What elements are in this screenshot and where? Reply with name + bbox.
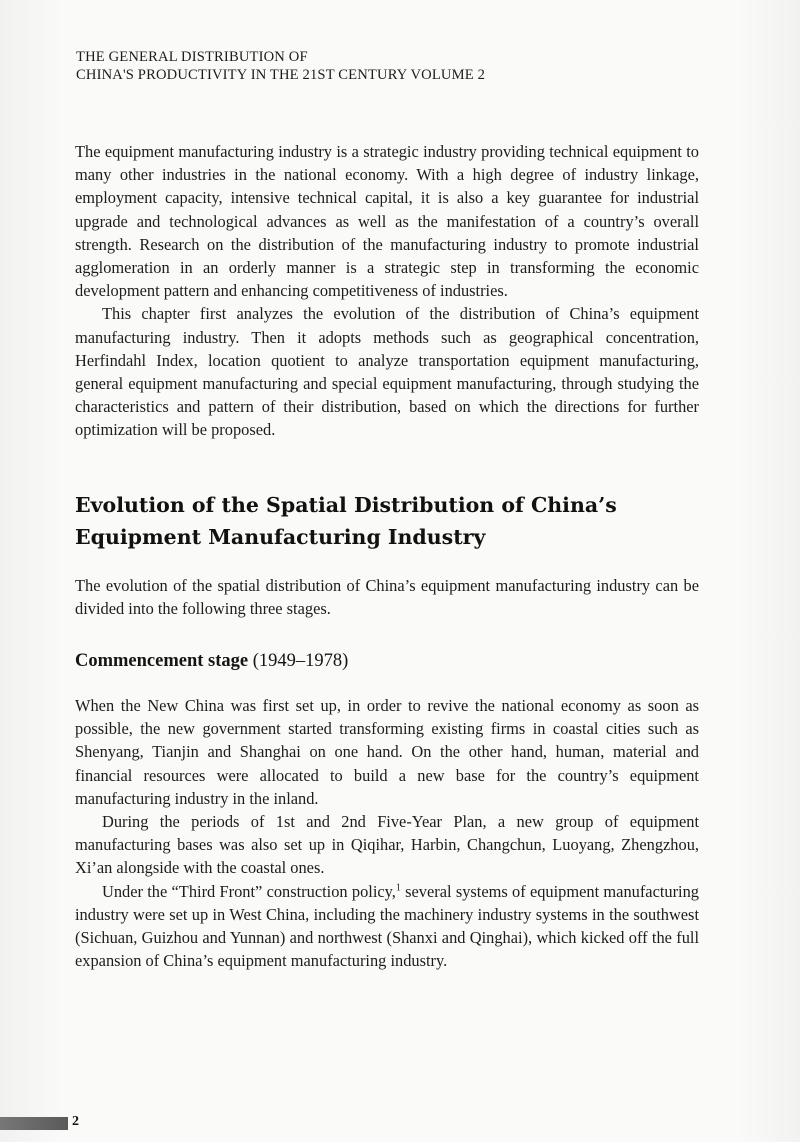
- footnote-marker[interactable]: 1: [395, 882, 401, 894]
- subsection-paragraph-3: [75, 880, 699, 973]
- intro-paragraph-2: This chapter first analyzes the evolution of the distribution of China’s equipment manufacturing industry. Then it adopts methods such as geographical concentration, Herfindahl Index, location quotient to analyze transportation equipment manufacturing, general equipment manufacturing and special equipment manufacturing, through studying the characteristics and pattern of their distribution, based on which the directions for further optimization will be proposed.: [75, 304, 699, 440]
- subsection-paragraph-2: During the periods of 1st and 2nd Five-Year Plan, a new group of equipment manufacturing bases was also set up in Qiqihar, Harbin, Changchun, Luoyang, Zhengzhou, Xi’an alongside with the coastal ones.: [75, 812, 699, 878]
- running-head-line-1: THE GENERAL DISTRIBUTION OF: [76, 49, 308, 65]
- running-head: [76, 48, 716, 84]
- section-intro-text: [75, 574, 699, 620]
- page-number: 2: [72, 1114, 79, 1129]
- section-intro-paragraph: The evolution of the spatial distribution of China’s equipment manufacturing industry can be divided into the following three stages.: [75, 576, 699, 619]
- subsection-paragraph-1: When the New China was first set up, in order to revive the national economy as soon as possible, the new government started transforming existing firms in coastal cities such as Shenyang, Tianjin and Shanghai on one hand. On the other hand, human, material and financial resources were allocated to build a new base for the country’s equipment manufacturing industry in the inland.: [75, 696, 699, 808]
- subsection-heading: [75, 648, 715, 674]
- running-head-line-2: CHINA'S PRODUCTIVITY IN THE 21ST CENTURY VOLUME 2: [76, 67, 486, 83]
- footer-bar: [0, 1117, 68, 1130]
- subsection-text: [75, 694, 699, 972]
- subsection-title: Commencement stage: [75, 651, 249, 671]
- intro-paragraph-1: The equipment manufacturing industry is a strategic industry providing technical equipment to many other industries in the national economy. With a high degree of industry linkage, employment capacity, intensive technical capital, it is also a key guarantee for industrial upgrade and technological advances as well as the manifestation of a country’s overall strength. Research on the distribution of the manufacturing industry to promote industrial agglomeration in an orderly manner is a strategic step in transforming the economic development pattern and enhancing competitiveness of industries.: [75, 142, 699, 301]
- paragraph-3-end: several systems of equipment manufacturing industry were set up in West China, including the machinery industry systems in the southwest (Sichuan, Guizhou and Yunnan) and northwest (Shanxi and Qinghai), which kicked off the full expansion of China’s equipment manufacturing industry.: [75, 881, 699, 971]
- section-heading: Evolution of the Spatial Distribution of China’s Equipment Manufacturing Industry: [75, 493, 617, 549]
- subsection-years: (1949–1978): [252, 651, 349, 671]
- intro-text: [75, 140, 699, 442]
- paragraph-3-start: Under the “Third Front” construction policy,: [102, 881, 396, 901]
